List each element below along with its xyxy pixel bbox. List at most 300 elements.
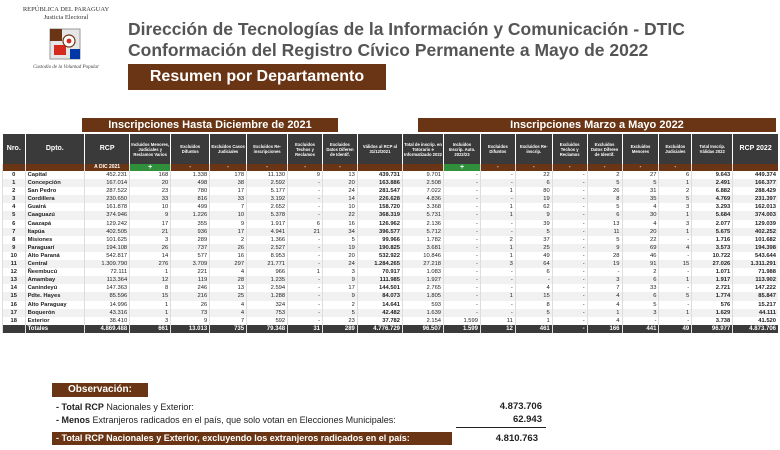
cell-validos-2021: 99.966 bbox=[357, 236, 402, 244]
cell-dpto: Caaguazú bbox=[25, 211, 84, 219]
cell-validos-2021: 126.962 bbox=[357, 220, 402, 228]
cell-judiciales: 297 bbox=[210, 260, 247, 268]
departments-table bbox=[2, 134, 778, 333]
cell-nro: 13 bbox=[3, 276, 26, 284]
obs-line-menos bbox=[56, 415, 396, 425]
table-row bbox=[3, 309, 779, 317]
table-row bbox=[3, 260, 779, 268]
cell-techos: - bbox=[288, 276, 323, 284]
cell-rcp-2022: 374.003 bbox=[733, 211, 778, 219]
cell-techos: - bbox=[288, 244, 323, 252]
table-row bbox=[3, 187, 779, 195]
cell-menores-2022: 2 bbox=[622, 268, 659, 276]
cell-dpto: Exterior bbox=[25, 317, 84, 325]
cell-rcp-2022: 41.520 bbox=[733, 317, 778, 325]
cell-difuntos: 221 bbox=[171, 268, 210, 276]
cell-judiciales: 7 bbox=[210, 203, 247, 211]
cell-total-validas: 3.738 bbox=[692, 317, 733, 325]
cell-reinscrip-2022: 49 bbox=[515, 252, 552, 260]
cell-judiciales-2022: 3 bbox=[659, 220, 692, 228]
minus-sign: - bbox=[622, 164, 659, 171]
band-right: Inscripciones Marzo a Mayo 2022 bbox=[418, 118, 776, 132]
cell-incluidos-auto: - bbox=[444, 284, 481, 292]
band-left: Inscripciones Hasta Diciembre de 2021 bbox=[82, 118, 338, 132]
cell-validos-2021: 226.628 bbox=[357, 195, 402, 203]
header-techos: Excluidos Techos y Reclamos bbox=[288, 134, 323, 164]
cell-difuntos-2022: - bbox=[480, 276, 515, 284]
cell-difuntos: 289 bbox=[171, 236, 210, 244]
cell-techos: - bbox=[288, 179, 323, 187]
cell-rcp-2022: 402.252 bbox=[733, 228, 778, 236]
header-datos-diferen: Excluidos Datos Diferen de Identif. bbox=[323, 134, 358, 164]
header-rcp-2022: RCP 2022 bbox=[733, 134, 778, 164]
minus-sign: - bbox=[288, 164, 323, 171]
cell-judiciales-2022: - bbox=[659, 252, 692, 260]
header-judiciales: Excluidos Casos Judiciales bbox=[210, 134, 247, 164]
cell-total-validas: 2.491 bbox=[692, 179, 733, 187]
cell-incluidos-auto: - bbox=[444, 220, 481, 228]
cell-menores-2022: 5 bbox=[622, 301, 659, 309]
cell-rcp-2022: 15.217 bbox=[733, 301, 778, 309]
cell-techos: - bbox=[288, 292, 323, 300]
obs-line-menos-text: Extranjeros radicados en el país, que solo votan en Elecciones Municipales: bbox=[92, 415, 396, 425]
cell-incluidos: 17 bbox=[130, 220, 171, 228]
cell-rcp: 14.996 bbox=[85, 301, 130, 309]
cell-judiciales-2022: 5 bbox=[659, 195, 692, 203]
cell-techos-2022: - bbox=[552, 309, 587, 317]
cell-reinscripciones: 2.592 bbox=[247, 179, 288, 187]
total-total-validas: 96.977 bbox=[692, 325, 733, 333]
cell-total-inscrip: 10.846 bbox=[403, 252, 444, 260]
cell-incluidos-auto: - bbox=[444, 252, 481, 260]
cell-difuntos-2022: 2 bbox=[480, 236, 515, 244]
cell-techos: 6 bbox=[288, 220, 323, 228]
cell-judiciales: 4 bbox=[210, 301, 247, 309]
rcp-date-label: A DIC 2021 bbox=[85, 164, 130, 171]
cell-rcp-2022: 166.377 bbox=[733, 179, 778, 187]
obs-line-total bbox=[56, 402, 194, 412]
cell-incluidos-auto: - bbox=[444, 276, 481, 284]
cell-judiciales-2022: - bbox=[659, 301, 692, 309]
cell-datos-diferen: 16 bbox=[323, 220, 358, 228]
cell-validos-2021: 37.782 bbox=[357, 317, 402, 325]
cell-nro: 15 bbox=[3, 292, 26, 300]
table-row bbox=[3, 195, 779, 203]
table-row bbox=[3, 171, 779, 179]
cell-judiciales: 7 bbox=[210, 317, 247, 325]
cell-total-inscrip: 593 bbox=[403, 301, 444, 309]
cell-rcp: 402.505 bbox=[85, 228, 130, 236]
cell-reinscripciones: 3.192 bbox=[247, 195, 288, 203]
cell-difuntos-2022: - bbox=[480, 220, 515, 228]
cell-reinscripciones: 21.771 bbox=[247, 260, 288, 268]
cell-total-inscrip: 1.805 bbox=[403, 292, 444, 300]
cell-incluidos-auto: - bbox=[444, 203, 481, 211]
obs-menos-value: 62.943 bbox=[512, 414, 542, 425]
cell-rcp-2022: 113.902 bbox=[733, 276, 778, 284]
cell-total-inscrip: 1.782 bbox=[403, 236, 444, 244]
cell-dpto: Amambay bbox=[25, 276, 84, 284]
cell-techos: - bbox=[288, 236, 323, 244]
cell-difuntos: 577 bbox=[171, 252, 210, 260]
cell-rcp: 194.108 bbox=[85, 244, 130, 252]
header-reinscrip-2022: Excluidos Re-inscrip. bbox=[515, 134, 552, 164]
cell-judiciales-2022: 1 bbox=[659, 276, 692, 284]
cell-rcp: 452.231 bbox=[85, 171, 130, 179]
cell-rcp: 72.111 bbox=[85, 268, 130, 276]
cell-incluidos-auto: - bbox=[444, 236, 481, 244]
cell-rcp-2022: 85.847 bbox=[733, 292, 778, 300]
cell-nro: 6 bbox=[3, 220, 26, 228]
cell-reinscrip-2022: 9 bbox=[515, 211, 552, 219]
header-incluidos-auto: Incluidos Inscrip. Auto. 2022/23 bbox=[444, 134, 481, 164]
cell-validos-2021: 42.482 bbox=[357, 309, 402, 317]
table-row bbox=[3, 301, 779, 309]
cell-nro: 7 bbox=[3, 228, 26, 236]
header-difuntos-2022: Excluidos Difuntos bbox=[480, 134, 515, 164]
cell-validos-2021: 281.547 bbox=[357, 187, 402, 195]
cell-rcp-2022: 44.111 bbox=[733, 309, 778, 317]
cell-rcp: 113.364 bbox=[85, 276, 130, 284]
cell-incluidos-auto: - bbox=[444, 179, 481, 187]
sign-row bbox=[3, 164, 779, 171]
cell-difuntos: 216 bbox=[171, 292, 210, 300]
cell-nro: 16 bbox=[3, 301, 26, 309]
cell-menores-2022: 91 bbox=[622, 260, 659, 268]
cell-judiciales: 10 bbox=[210, 211, 247, 219]
cell-judiciales-2022: 6 bbox=[659, 171, 692, 179]
cell-difuntos-2022: 1 bbox=[480, 203, 515, 211]
header-difuntos: Excluidos Difuntos bbox=[171, 134, 210, 164]
cell-datos-2022: - bbox=[587, 268, 622, 276]
cell-nro: 14 bbox=[3, 284, 26, 292]
cell-datos-2022: 7 bbox=[587, 284, 622, 292]
cell-difuntos: 3.709 bbox=[171, 260, 210, 268]
total-techos: 31 bbox=[288, 325, 323, 333]
cell-nro: 10 bbox=[3, 252, 26, 260]
cell-rcp-2022: 162.013 bbox=[733, 203, 778, 211]
cell-datos-diferen: 9 bbox=[323, 292, 358, 300]
cell-reinscripciones: 11.130 bbox=[247, 171, 288, 179]
cell-techos: - bbox=[288, 203, 323, 211]
header-total-inscrip: Total de inscrip. en Totorario e Informatizado 2022 bbox=[403, 134, 444, 164]
cell-difuntos: 26 bbox=[171, 301, 210, 309]
cell-total-validas: 6.882 bbox=[692, 187, 733, 195]
header-nro: Nro. bbox=[3, 134, 26, 164]
cell-techos-2022: - bbox=[552, 260, 587, 268]
cell-difuntos: 355 bbox=[171, 220, 210, 228]
cell-rcp-2022: 129.039 bbox=[733, 220, 778, 228]
cell-total-validas: 2.077 bbox=[692, 220, 733, 228]
cell-total-inscrip: 7.022 bbox=[403, 187, 444, 195]
cell-nro: 11 bbox=[3, 260, 26, 268]
cell-rcp-2022: 231.397 bbox=[733, 195, 778, 203]
cell-total-validas: 1.629 bbox=[692, 309, 733, 317]
table-body bbox=[3, 164, 779, 333]
cell-incluidos: 1 bbox=[130, 301, 171, 309]
cell-total-inscrip: 2.765 bbox=[403, 284, 444, 292]
table-row bbox=[3, 220, 779, 228]
cell-judiciales: 28 bbox=[210, 276, 247, 284]
cell-reinscrip-2022: 6 bbox=[515, 179, 552, 187]
cell-judiciales-2022: 3 bbox=[659, 203, 692, 211]
total-validos-2021: 4.776.729 bbox=[357, 325, 402, 333]
cell-total-inscrip: 3.368 bbox=[403, 203, 444, 211]
cell-dpto: Pdte. Hayes bbox=[25, 292, 84, 300]
header-validos-2021: Válidos al RCP al 31/12/2021 bbox=[357, 134, 402, 164]
cell-menores-2022: 20 bbox=[622, 228, 659, 236]
total-nro bbox=[3, 325, 26, 333]
cell-difuntos: 1.338 bbox=[171, 171, 210, 179]
cell-rcp: 43.316 bbox=[85, 309, 130, 317]
cell-validos-2021: 14.641 bbox=[357, 301, 402, 309]
cell-incluidos-auto: - bbox=[444, 171, 481, 179]
cell-datos-diferen: 14 bbox=[323, 195, 358, 203]
cell-datos-2022: 4 bbox=[587, 317, 622, 325]
cell-incluidos: 14 bbox=[130, 252, 171, 260]
cell-reinscripciones: 753 bbox=[247, 309, 288, 317]
cell-judiciales: 25 bbox=[210, 292, 247, 300]
cell-total-validas: 4.769 bbox=[692, 195, 733, 203]
header-datos-2022: Excluidos Datos Diferen de Identif. bbox=[587, 134, 622, 164]
cell-incluidos-auto: 1.599 bbox=[444, 317, 481, 325]
cell-judiciales-2022: - bbox=[659, 236, 692, 244]
cell-techos-2022: - bbox=[552, 301, 587, 309]
table-row bbox=[3, 228, 779, 236]
cell-techos-2022: - bbox=[552, 292, 587, 300]
cell-incluidos: 1 bbox=[130, 268, 171, 276]
cell-judiciales-2022: - bbox=[659, 268, 692, 276]
cell-techos-2022: - bbox=[552, 187, 587, 195]
cell-nro: 1 bbox=[3, 179, 26, 187]
cell-techos: - bbox=[288, 309, 323, 317]
cell-incluidos-auto: - bbox=[444, 292, 481, 300]
cell-dpto: Ñeembucú bbox=[25, 268, 84, 276]
cell-reinscripciones: 1.366 bbox=[247, 236, 288, 244]
obs-final-strip: - Total RCP Nacionales y Exterior, excluyendo los extranjeros radicados en el país: bbox=[52, 432, 452, 445]
cell-incluidos-auto: - bbox=[444, 228, 481, 236]
cell-incluidos-auto: - bbox=[444, 260, 481, 268]
cell-difuntos: 499 bbox=[171, 203, 210, 211]
cell-reinscripciones: 5.177 bbox=[247, 187, 288, 195]
obs-final-value: 4.810.763 bbox=[495, 433, 538, 444]
cell-total-validas: 3.573 bbox=[692, 244, 733, 252]
total-dpto: Totales bbox=[25, 325, 84, 333]
cell-techos: - bbox=[288, 195, 323, 203]
cell-judiciales: 17 bbox=[210, 228, 247, 236]
cell-judiciales: 33 bbox=[210, 195, 247, 203]
cell-validos-2021: 70.917 bbox=[357, 268, 402, 276]
header-dpto: Dpto. bbox=[25, 134, 84, 164]
header-rcp: RCP bbox=[85, 134, 130, 164]
cell-techos-2022: - bbox=[552, 179, 587, 187]
cell-judiciales: 4 bbox=[210, 309, 247, 317]
cell-datos-diferen: 19 bbox=[323, 244, 358, 252]
cell-judiciales-2022: 1 bbox=[659, 179, 692, 187]
cell-difuntos-2022: - bbox=[480, 268, 515, 276]
cell-rcp: 161.878 bbox=[85, 203, 130, 211]
cell-menores-2022: 46 bbox=[622, 252, 659, 260]
page-subtitle: Conformación del Registro Cívico Permanente a Mayo de 2022 bbox=[128, 40, 649, 60]
cell-total-inscrip: 2.508 bbox=[403, 179, 444, 187]
plus-sign: + bbox=[444, 164, 481, 171]
cell-total-inscrip: 5.712 bbox=[403, 228, 444, 236]
cell-validos-2021: 111.985 bbox=[357, 276, 402, 284]
cell-nro: 4 bbox=[3, 203, 26, 211]
cell-rcp: 542.817 bbox=[85, 252, 130, 260]
justicia-electoral-logo bbox=[18, 6, 114, 88]
cell-incluidos: 3 bbox=[130, 317, 171, 325]
cell-menores-2022: 33 bbox=[622, 284, 659, 292]
cell-datos-diferen: 34 bbox=[323, 228, 358, 236]
cell-rcp: 230.650 bbox=[85, 195, 130, 203]
cell-dpto: Guairá bbox=[25, 203, 84, 211]
total-total-inscrip: 96.507 bbox=[403, 325, 444, 333]
cell-dpto: Concepción bbox=[25, 179, 84, 187]
sum-divider bbox=[456, 427, 546, 428]
obs-line-menos-bold: - Menos bbox=[56, 415, 91, 425]
org-tagline: Custodio de la Voluntad Popular bbox=[33, 65, 99, 70]
total-judiciales: 735 bbox=[210, 325, 247, 333]
cell-datos-diferen: 3 bbox=[323, 268, 358, 276]
page-title: Dirección de Tecnologías de la Información y Comunicación - DTIC bbox=[128, 19, 685, 39]
cell-difuntos-2022: - bbox=[480, 301, 515, 309]
cell-reinscrip-2022: 39 bbox=[515, 220, 552, 228]
cell-validos-2021: 532.922 bbox=[357, 252, 402, 260]
cell-datos-diferen: 24 bbox=[323, 187, 358, 195]
minus-sign: - bbox=[552, 164, 587, 171]
cell-difuntos: 119 bbox=[171, 276, 210, 284]
cell-total-validas: 1.071 bbox=[692, 268, 733, 276]
cell-judiciales: 2 bbox=[210, 236, 247, 244]
cell-judiciales: 16 bbox=[210, 252, 247, 260]
cell-reinscripciones: 1.917 bbox=[247, 220, 288, 228]
cell-incluidos: 168 bbox=[130, 171, 171, 179]
cell-datos-diferen: 24 bbox=[323, 260, 358, 268]
total-datos-diferen: 289 bbox=[323, 325, 358, 333]
cell-techos: 21 bbox=[288, 228, 323, 236]
cell-techos: - bbox=[288, 187, 323, 195]
cell-difuntos: 936 bbox=[171, 228, 210, 236]
cell-datos-2022: 19 bbox=[587, 260, 622, 268]
table-row bbox=[3, 268, 779, 276]
cell-nro: 5 bbox=[3, 211, 26, 219]
cell-judiciales-2022: 2 bbox=[659, 187, 692, 195]
cell-judiciales: 13 bbox=[210, 284, 247, 292]
cell-validos-2021: 439.731 bbox=[357, 171, 402, 179]
cell-incluidos: 33 bbox=[130, 195, 171, 203]
cell-dpto: Alto Paraguay bbox=[25, 301, 84, 309]
header-techos-2022: Excluidos Techos y Reclamos bbox=[552, 134, 587, 164]
cell-reinscripciones: 8.953 bbox=[247, 252, 288, 260]
table-row bbox=[3, 276, 779, 284]
minus-sign: - bbox=[659, 164, 692, 171]
cell-datos-2022: 1 bbox=[587, 309, 622, 317]
cell-total-validas: 576 bbox=[692, 301, 733, 309]
cell-menores-2022: 4 bbox=[622, 203, 659, 211]
summary-banner: Resumen por Departamento bbox=[128, 64, 386, 90]
cell-datos-2022: 11 bbox=[587, 228, 622, 236]
total-difuntos-2022: 12 bbox=[480, 325, 515, 333]
cell-menores-2022: 30 bbox=[622, 211, 659, 219]
cell-incluidos: 20 bbox=[130, 179, 171, 187]
cell-techos: 9 bbox=[288, 171, 323, 179]
cell-incluidos-auto: - bbox=[444, 211, 481, 219]
cell-dpto: Boquerón bbox=[25, 309, 84, 317]
cell-reinscripciones: 5.378 bbox=[247, 211, 288, 219]
obs-total-value: 4.873.706 bbox=[499, 401, 542, 412]
cell-difuntos-2022: 1 bbox=[480, 244, 515, 252]
cell-judiciales: 17 bbox=[210, 187, 247, 195]
cell-judiciales-2022: 15 bbox=[659, 260, 692, 268]
cell-judiciales-2022: 1 bbox=[659, 211, 692, 219]
cell-techos-2022: - bbox=[552, 276, 587, 284]
obs-line-total-text: Nacionales y Exterior: bbox=[106, 402, 194, 412]
cell-rcp: 287.522 bbox=[85, 187, 130, 195]
cell-incluidos: 12 bbox=[130, 276, 171, 284]
cell-menores-2022: - bbox=[622, 317, 659, 325]
cell-techos-2022: - bbox=[552, 236, 587, 244]
cell-difuntos: 1.226 bbox=[171, 211, 210, 219]
cell-reinscrip-2022: 8 bbox=[515, 301, 552, 309]
table-row bbox=[3, 179, 779, 187]
cell-dpto: Central bbox=[25, 260, 84, 268]
cell-techos-2022: - bbox=[552, 203, 587, 211]
cell-incluidos-auto: - bbox=[444, 268, 481, 276]
cell-difuntos: 780 bbox=[171, 187, 210, 195]
observation-label: Observación: bbox=[52, 383, 148, 397]
cell-total-inscrip: 2.136 bbox=[403, 220, 444, 228]
cell-datos-2022: 4 bbox=[587, 301, 622, 309]
cell-total-validas: 1.774 bbox=[692, 292, 733, 300]
cell-menores-2022: 6 bbox=[622, 276, 659, 284]
cell-dpto: Alto Paraná bbox=[25, 252, 84, 260]
cell-validos-2021: 144.501 bbox=[357, 284, 402, 292]
cell-incluidos: 8 bbox=[130, 284, 171, 292]
cell-rcp: 129.242 bbox=[85, 220, 130, 228]
cell-difuntos-2022: - bbox=[480, 171, 515, 179]
cell-rcp: 85.596 bbox=[85, 292, 130, 300]
cell-total-validas: 1.716 bbox=[692, 236, 733, 244]
cell-datos-diferen: 10 bbox=[323, 203, 358, 211]
cell-total-validas: 5.675 bbox=[692, 228, 733, 236]
cell-rcp-2022: 449.374 bbox=[733, 171, 778, 179]
cell-datos-diferen: 13 bbox=[323, 171, 358, 179]
cell-difuntos-2022: 1 bbox=[480, 187, 515, 195]
cell-incluidos: 10 bbox=[130, 203, 171, 211]
cell-difuntos: 246 bbox=[171, 284, 210, 292]
cell-nro: 2 bbox=[3, 187, 26, 195]
table-row bbox=[3, 284, 779, 292]
cell-rcp: 101.625 bbox=[85, 236, 130, 244]
cell-techos-2022: - bbox=[552, 244, 587, 252]
cell-validos-2021: 396.577 bbox=[357, 228, 402, 236]
shield-emblem-icon bbox=[46, 25, 86, 63]
cell-total-validas: 9.643 bbox=[692, 171, 733, 179]
table-row bbox=[3, 317, 779, 325]
cell-reinscrip-2022: 6 bbox=[515, 268, 552, 276]
cell-datos-diferen: 5 bbox=[323, 236, 358, 244]
cell-datos-diferen: 17 bbox=[323, 284, 358, 292]
cell-validos-2021: 368.319 bbox=[357, 211, 402, 219]
cell-reinscrip-2022: 19 bbox=[515, 195, 552, 203]
cell-techos-2022: - bbox=[552, 220, 587, 228]
cell-rcp: 167.014 bbox=[85, 179, 130, 187]
cell-reinscripciones: 592 bbox=[247, 317, 288, 325]
minus-sign: - bbox=[323, 164, 358, 171]
cell-incluidos: 1 bbox=[130, 309, 171, 317]
cell-total-inscrip: 27.218 bbox=[403, 260, 444, 268]
